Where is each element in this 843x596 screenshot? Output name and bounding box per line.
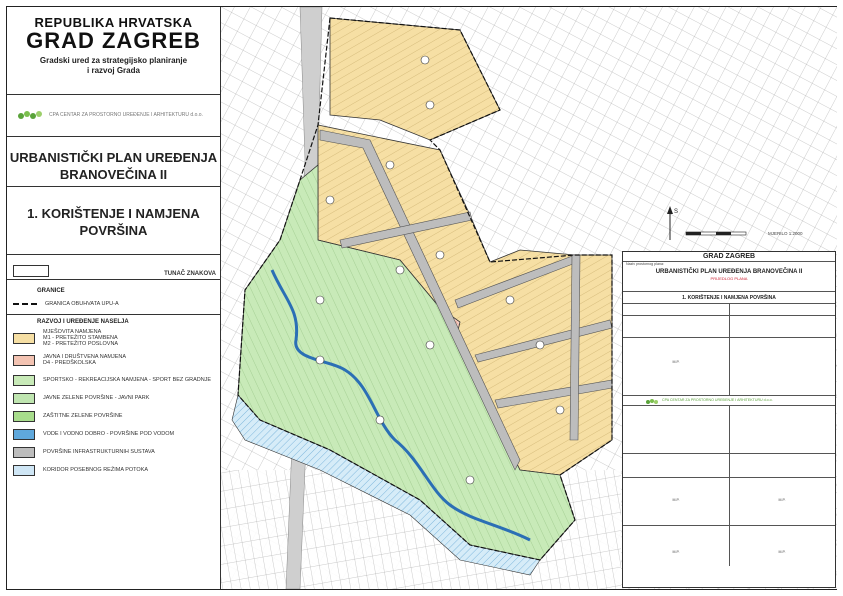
- legend-item-text: ZAŠTITNE ZELENE POVRŠINE: [43, 413, 123, 419]
- legend-item-label: [43, 413, 122, 419]
- legend-swatch: [13, 333, 35, 344]
- legend-item: [7, 371, 220, 389]
- tb-row-d: [623, 406, 835, 454]
- tb-company-row: [623, 396, 835, 406]
- tunac-row: [7, 263, 220, 277]
- scale-bar: [686, 232, 746, 235]
- tb-mp-2: M.P.: [672, 498, 680, 502]
- legend-obuhvat-label: GRANICA OBUHVATA UPU-A: [45, 301, 119, 307]
- tb-mp-4: M.P.: [672, 550, 680, 554]
- legend-item-text: KORIDOR POSEBNOG REŽIMA POTOKA: [43, 467, 149, 473]
- legend-swatch: [13, 393, 35, 404]
- legend-item: [7, 327, 220, 349]
- company-name: CPA CENTAR ZA PROSTORNO UREĐENJE I ARHITEKTURU d.o.o.: [49, 112, 203, 118]
- plan-title-block: [7, 137, 220, 187]
- legend-item-text: JAVNA I DRUŠTVENA NAMJENA: [43, 354, 127, 360]
- legend-item: [7, 425, 220, 443]
- office-line-2: i razvoj Grada: [87, 66, 140, 75]
- legend-item-label: [43, 467, 148, 473]
- legend-item-text: M1 - PRETEŽITO STAMBENA: [43, 335, 118, 341]
- legend-obuhvat: [7, 296, 220, 312]
- tb-row-g: [623, 526, 835, 566]
- granice-heading: GRANICE: [37, 288, 65, 294]
- tunac-swatch: [13, 265, 49, 277]
- razvoj-heading: RAZVOJ I UREĐENJE NASELJA: [37, 319, 129, 325]
- tunac-label: TUNAČ ZNAKOVA: [164, 271, 216, 277]
- sheet-title-block: [7, 187, 220, 255]
- tb-mp-5: M.P.: [778, 550, 786, 554]
- header-block: [7, 15, 220, 95]
- legend-item-text: VODE I VODNO DOBRO - POVRŠINE POD VODOM: [43, 431, 175, 437]
- legend-item: [7, 349, 220, 371]
- tb-status: PRIJEDLOG PLANA: [710, 275, 748, 281]
- legend-swatch: [13, 429, 35, 440]
- tb-doc-label: Naziv prostornog plana:: [626, 262, 664, 266]
- cpa-logo-icon: [17, 108, 45, 122]
- legend-item-text: SPORTSKO - REKREACIJSKA NAMJENA - SPORT BEZ GRADNJE: [43, 377, 212, 383]
- legend-item-label: [43, 395, 149, 401]
- legend-panel: [7, 7, 221, 589]
- tb-sheet: 1. KORIŠTENJE I NAMJENA POVRŠINA: [623, 292, 835, 304]
- legend-item-label: [43, 449, 155, 455]
- legend-swatch: [13, 411, 35, 422]
- legend-item: [7, 443, 220, 461]
- republic-title: REPUBLIKA HRVATSKA: [34, 15, 193, 30]
- tb-plan-row: [623, 262, 835, 292]
- city-title: GRAD ZAGREB: [26, 28, 201, 53]
- tb-row-f: [623, 478, 835, 526]
- tb-mp-1: M.P.: [672, 360, 680, 364]
- legend-items: [7, 327, 220, 479]
- tb-city: GRAD ZAGREB: [623, 252, 835, 262]
- plan-title-line-2: BRANOVEČINA II: [59, 167, 168, 182]
- legend-swatch: [13, 355, 35, 366]
- tb-row-e: [623, 454, 835, 478]
- sheet-title-line-1: 1. KORIŠTENJE I NAMJENA: [27, 206, 200, 221]
- legend-item-text: POVRŠINE INFRASTRUKTURNIH SUSTAVA: [43, 449, 155, 455]
- legend-swatch: [13, 447, 35, 458]
- tb-company: CPA CENTAR ZA PROSTORNO UREĐENJE I ARHITEKTURU d.o.o.: [662, 398, 773, 403]
- north-label: S: [674, 209, 679, 215]
- legend-item-text: JAVNE ZELENE POVRŠINE - JAVNI PARK: [43, 395, 150, 401]
- legend-swatch: [13, 375, 35, 386]
- legend-item: [7, 407, 220, 425]
- tb-mp-3: M.P.: [778, 498, 786, 502]
- boundary-line-icon: [13, 303, 37, 305]
- legend-item-label: [43, 431, 174, 437]
- title-block: [622, 251, 836, 588]
- legend-item-label: [43, 377, 211, 383]
- legend-item: [7, 389, 220, 407]
- tb-row-a: [623, 304, 835, 316]
- office-line-1: Gradski ured za strategijsko planiranje: [39, 56, 188, 65]
- tb-plan-title: URBANISTIČKI PLAN UREĐENJA BRANOVEČINA II: [655, 268, 803, 275]
- legend-item-text: MJEŠOVITA NAMJENA: [43, 329, 102, 335]
- legend-item-label: [43, 354, 126, 366]
- plan-title-line-1: URBANISTIČKI PLAN UREĐENJA: [9, 150, 218, 165]
- company-block: [7, 95, 220, 137]
- scale-label: MJERILO 1:2000: [768, 231, 803, 236]
- legend-item: [7, 461, 220, 479]
- tb-row-b: [623, 316, 835, 338]
- tb-row-c: [623, 338, 835, 396]
- legend-swatch: [13, 465, 35, 476]
- legend-item-text: D4 - PREDŠKOLSKA: [43, 360, 96, 366]
- internal-road-east: [570, 255, 580, 440]
- legend-item-label: [43, 329, 118, 347]
- legend-item-text: M2 - PRETEŽITO POSLOVNA: [43, 341, 119, 347]
- sheet-title-line-2: POVRŠINA: [79, 223, 148, 238]
